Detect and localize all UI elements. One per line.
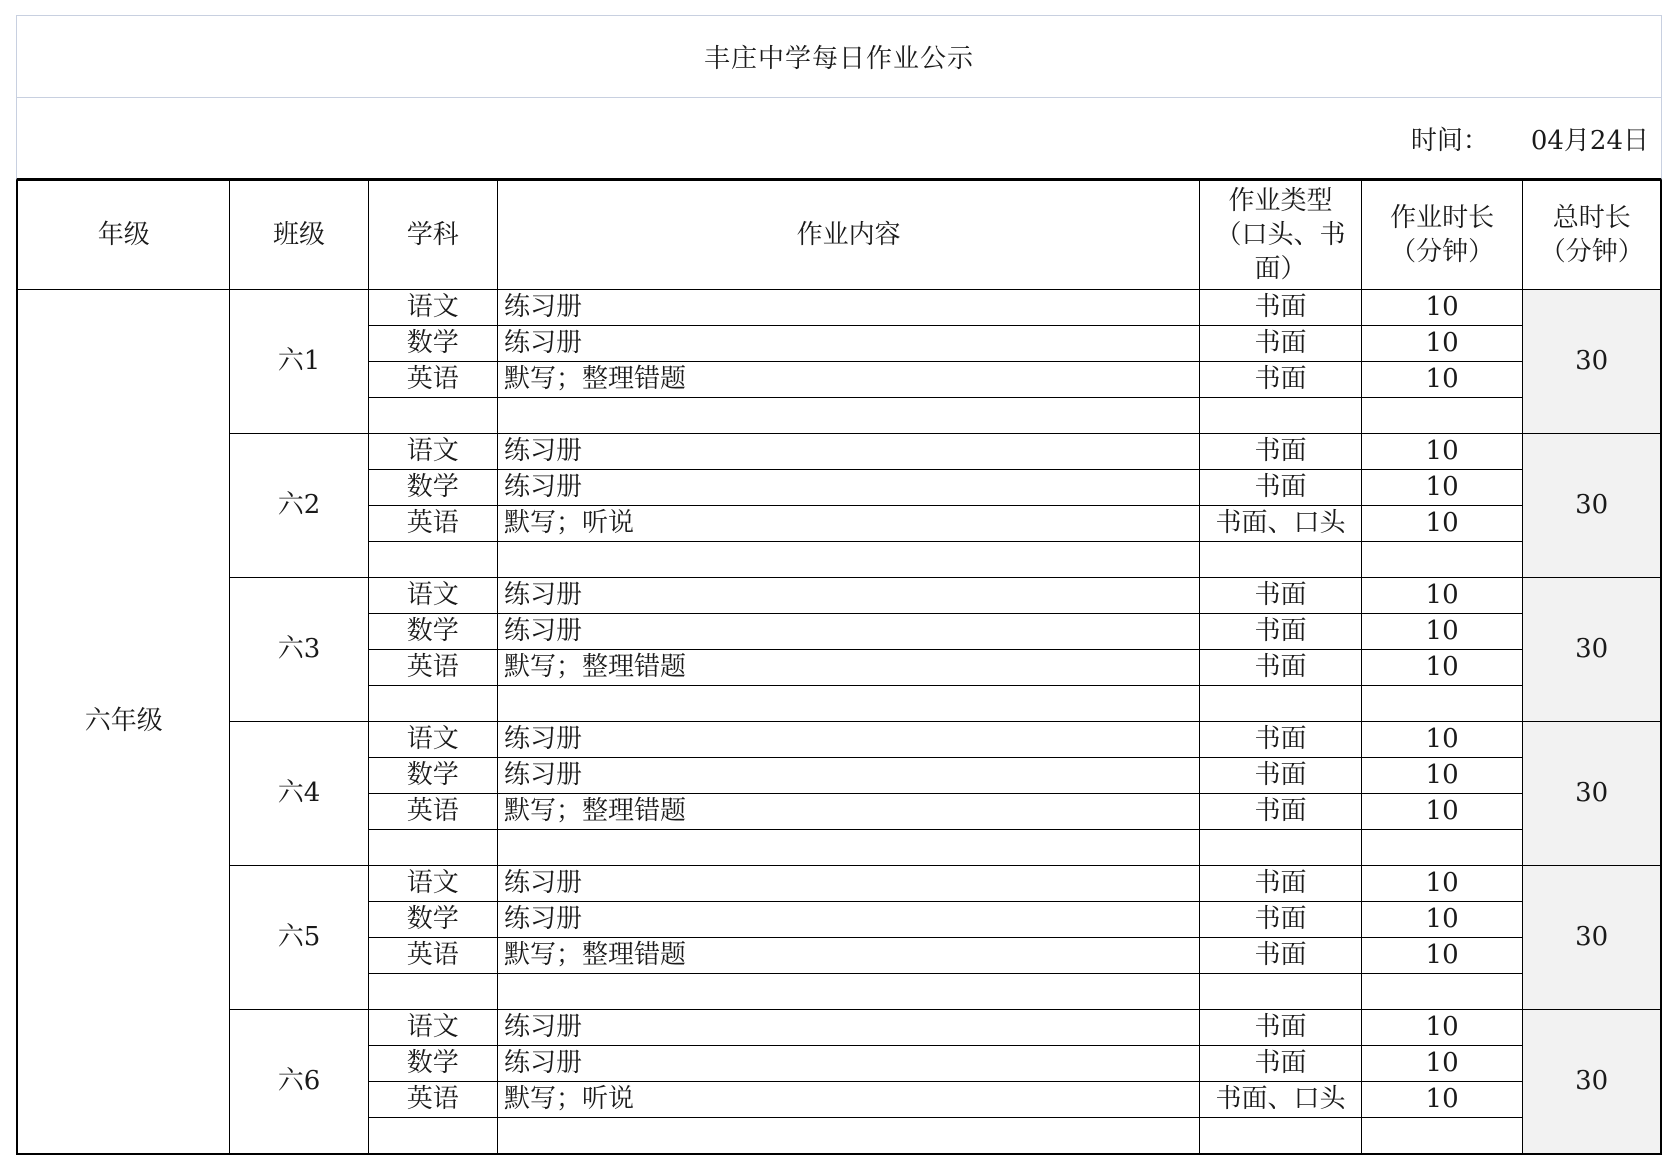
- header-content[interactable]: 作业内容: [498, 181, 1200, 290]
- subject-cell[interactable]: [368, 1118, 498, 1155]
- sheet-title-cell[interactable]: [16, 15, 1662, 98]
- sheet-title: 丰庄中学每日作业公示: [703, 44, 974, 74]
- grade-cell[interactable]: 六年级: [17, 290, 230, 1155]
- subject-cell[interactable]: 语文: [368, 434, 498, 470]
- duration-cell[interactable]: 10: [1361, 614, 1523, 650]
- content-cell[interactable]: 练习册: [498, 578, 1200, 614]
- content-cell[interactable]: 默写；整理错题: [498, 938, 1200, 974]
- type-cell[interactable]: 书面: [1200, 290, 1362, 326]
- subject-cell[interactable]: 数学: [368, 614, 498, 650]
- subject-cell[interactable]: [368, 974, 498, 1010]
- content-cell[interactable]: 练习册: [498, 470, 1200, 506]
- subject-cell[interactable]: 数学: [368, 1046, 498, 1082]
- table-row: [17, 434, 1661, 470]
- content-cell[interactable]: 练习册: [498, 290, 1200, 326]
- duration-cell[interactable]: 10: [1361, 362, 1523, 398]
- content-cell[interactable]: 默写；听说: [498, 506, 1200, 542]
- total-cell[interactable]: 30: [1523, 578, 1661, 722]
- content-cell[interactable]: 练习册: [498, 326, 1200, 362]
- subject-cell[interactable]: 语文: [368, 290, 498, 326]
- header-type[interactable]: 作业类型（口头、书面）: [1200, 181, 1362, 290]
- type-cell[interactable]: 书面: [1200, 434, 1362, 470]
- type-cell[interactable]: 书面: [1200, 758, 1362, 794]
- duration-cell[interactable]: 10: [1361, 506, 1523, 542]
- type-cell[interactable]: 书面: [1200, 470, 1362, 506]
- duration-cell[interactable]: 10: [1361, 650, 1523, 686]
- duration-cell[interactable]: [1361, 974, 1523, 1010]
- date-row[interactable]: [16, 98, 1662, 180]
- duration-cell[interactable]: 10: [1361, 722, 1523, 758]
- subject-cell[interactable]: [368, 686, 498, 722]
- content-cell[interactable]: 练习册: [498, 866, 1200, 902]
- content-cell[interactable]: 默写；整理错题: [498, 362, 1200, 398]
- type-cell[interactable]: 书面: [1200, 902, 1362, 938]
- duration-cell[interactable]: 10: [1361, 326, 1523, 362]
- content-cell[interactable]: [498, 974, 1200, 1010]
- duration-cell[interactable]: 10: [1361, 470, 1523, 506]
- duration-cell[interactable]: [1361, 686, 1523, 722]
- type-cell[interactable]: [1200, 542, 1362, 578]
- subject-cell[interactable]: 英语: [368, 938, 498, 974]
- class-cell[interactable]: 六5: [230, 866, 368, 1010]
- content-cell[interactable]: 练习册: [498, 434, 1200, 470]
- content-cell[interactable]: 练习册: [498, 758, 1200, 794]
- type-cell[interactable]: 书面: [1200, 1010, 1362, 1046]
- duration-cell[interactable]: [1361, 830, 1523, 866]
- header-duration[interactable]: 作业时长（分钟）: [1361, 181, 1523, 290]
- type-cell[interactable]: 书面: [1200, 722, 1362, 758]
- content-cell[interactable]: [498, 1118, 1200, 1155]
- class-cell[interactable]: 六2: [230, 434, 368, 578]
- total-cell[interactable]: 30: [1523, 1010, 1661, 1155]
- total-cell[interactable]: 30: [1523, 722, 1661, 866]
- header-subject[interactable]: 学科: [368, 181, 498, 290]
- subject-cell[interactable]: 数学: [368, 470, 498, 506]
- type-cell[interactable]: [1200, 830, 1362, 866]
- table-row: [17, 290, 1661, 326]
- subject-cell[interactable]: 语文: [368, 1010, 498, 1046]
- type-cell[interactable]: 书面: [1200, 794, 1362, 830]
- subject-cell[interactable]: 数学: [368, 902, 498, 938]
- subject-cell[interactable]: 英语: [368, 650, 498, 686]
- table-row: [17, 722, 1661, 758]
- duration-cell[interactable]: 10: [1361, 1046, 1523, 1082]
- header-grade[interactable]: 年级: [17, 181, 230, 290]
- date-value: 04月24日: [1530, 125, 1649, 156]
- content-cell[interactable]: 默写；整理错题: [498, 794, 1200, 830]
- subject-cell[interactable]: [368, 830, 498, 866]
- duration-cell[interactable]: 10: [1361, 866, 1523, 902]
- content-cell[interactable]: 默写；整理错题: [498, 650, 1200, 686]
- content-cell[interactable]: 默写；听说: [498, 1082, 1200, 1118]
- type-cell[interactable]: [1200, 398, 1362, 434]
- homework-table: [16, 180, 1662, 1155]
- header-total[interactable]: 总时长（分钟）: [1523, 181, 1661, 290]
- type-cell[interactable]: 书面、口头: [1200, 1082, 1362, 1118]
- content-cell[interactable]: 练习册: [498, 722, 1200, 758]
- duration-cell[interactable]: 10: [1361, 758, 1523, 794]
- type-cell[interactable]: 书面: [1200, 938, 1362, 974]
- duration-cell[interactable]: 10: [1361, 1010, 1523, 1046]
- total-cell[interactable]: 30: [1523, 866, 1661, 1010]
- table-body: [17, 290, 1661, 1155]
- type-cell[interactable]: 书面、口头: [1200, 506, 1362, 542]
- duration-cell[interactable]: [1361, 398, 1523, 434]
- duration-cell[interactable]: [1361, 1118, 1523, 1155]
- content-cell[interactable]: [498, 830, 1200, 866]
- duration-cell[interactable]: 10: [1361, 578, 1523, 614]
- subject-cell[interactable]: 语文: [368, 866, 498, 902]
- content-cell[interactable]: 练习册: [498, 1046, 1200, 1082]
- duration-cell[interactable]: 10: [1361, 902, 1523, 938]
- content-cell[interactable]: 练习册: [498, 1010, 1200, 1046]
- subject-cell[interactable]: 数学: [368, 326, 498, 362]
- content-cell[interactable]: 练习册: [498, 902, 1200, 938]
- table-row: [17, 578, 1661, 614]
- table-row: [17, 1010, 1661, 1046]
- duration-cell[interactable]: 10: [1361, 794, 1523, 830]
- homework-sheet: [16, 15, 1662, 1155]
- type-cell[interactable]: 书面: [1200, 1046, 1362, 1082]
- type-cell[interactable]: 书面: [1200, 326, 1362, 362]
- content-cell[interactable]: [498, 542, 1200, 578]
- subject-cell[interactable]: 语文: [368, 722, 498, 758]
- subject-cell[interactable]: [368, 398, 498, 434]
- class-cell[interactable]: 六1: [230, 290, 368, 434]
- type-cell[interactable]: [1200, 974, 1362, 1010]
- duration-cell[interactable]: 10: [1361, 1082, 1523, 1118]
- content-cell[interactable]: [498, 686, 1200, 722]
- subject-cell[interactable]: 语文: [368, 578, 498, 614]
- type-cell[interactable]: 书面: [1200, 614, 1362, 650]
- table-row: [17, 866, 1661, 902]
- subject-cell[interactable]: [368, 542, 498, 578]
- duration-cell[interactable]: 10: [1361, 938, 1523, 974]
- type-cell[interactable]: 书面: [1200, 362, 1362, 398]
- duration-cell[interactable]: 10: [1361, 434, 1523, 470]
- subject-cell[interactable]: 数学: [368, 758, 498, 794]
- type-cell[interactable]: 书面: [1200, 650, 1362, 686]
- subject-cell[interactable]: 英语: [368, 794, 498, 830]
- date-label: 时间：: [1410, 125, 1489, 156]
- type-cell[interactable]: [1200, 686, 1362, 722]
- header-row: [17, 181, 1661, 290]
- type-cell[interactable]: 书面: [1200, 578, 1362, 614]
- class-cell[interactable]: 六6: [230, 1010, 368, 1155]
- duration-cell[interactable]: 10: [1361, 290, 1523, 326]
- subject-cell[interactable]: 英语: [368, 506, 498, 542]
- subject-cell[interactable]: 英语: [368, 362, 498, 398]
- content-cell[interactable]: 练习册: [498, 614, 1200, 650]
- class-cell[interactable]: 六3: [230, 578, 368, 722]
- type-cell[interactable]: [1200, 1118, 1362, 1155]
- header-class[interactable]: 班级: [230, 181, 368, 290]
- content-cell[interactable]: [498, 398, 1200, 434]
- type-cell[interactable]: 书面: [1200, 866, 1362, 902]
- duration-cell[interactable]: [1361, 542, 1523, 578]
- subject-cell[interactable]: 英语: [368, 1082, 498, 1118]
- class-cell[interactable]: 六4: [230, 722, 368, 866]
- total-cell[interactable]: 30: [1523, 290, 1661, 434]
- total-cell[interactable]: 30: [1523, 434, 1661, 578]
